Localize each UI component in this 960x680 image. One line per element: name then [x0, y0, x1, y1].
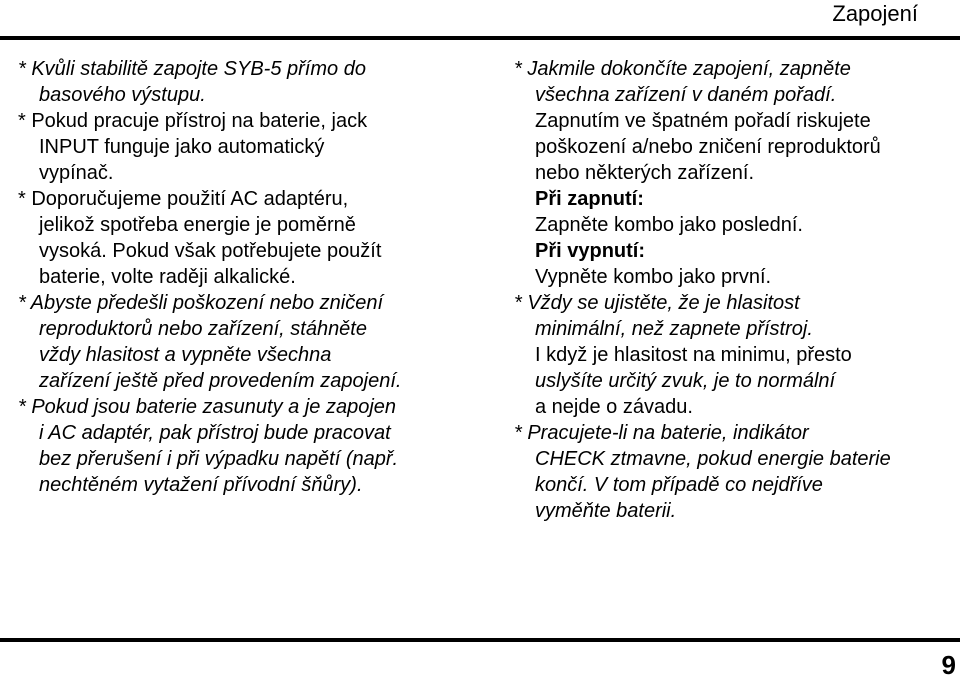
- text-line: zařízení ještě před provedením zapojení.: [39, 370, 402, 392]
- text-line: uslyšíte určitý zvuk, je to normální: [535, 370, 836, 392]
- page-header-title: Zapojení: [832, 1, 918, 26]
- text-line: minimální, než zapnete přístroj.: [535, 318, 813, 340]
- text-line: jelikož spotřeba energie je poměrně: [39, 214, 356, 236]
- text-line: Zapněte kombo jako poslední.: [535, 214, 803, 236]
- header-rule: [0, 36, 960, 40]
- text-line: CHECK ztmavne, pokud energie baterie: [535, 448, 891, 470]
- text-line: bez přerušení i při výpadku napětí (např.: [39, 448, 399, 470]
- text-line: vysoká. Pokud však potřebujete použít: [39, 240, 382, 262]
- text-line: baterie, volte raději alkalické.: [39, 266, 296, 288]
- subheading-power-off: Při vypnutí:: [535, 240, 646, 262]
- text-line: a nejde o závadu.: [535, 396, 693, 418]
- text-line: poškození a/nebo zničení reproduktorů: [535, 136, 881, 158]
- text-line: basového výstupu.: [39, 84, 206, 106]
- text-line: Zapnutím ve špatném pořadí riskujete: [535, 110, 871, 132]
- subheading-power-on: Při zapnutí:: [535, 188, 644, 210]
- text-line: I když je hlasitost na minimu, přesto: [535, 344, 852, 366]
- text-line: končí. V tom případě co nejdříve: [535, 474, 823, 496]
- left-column: [18, 56, 458, 498]
- text-line: * Kvůli stabilitě zapojte SYB-5 přímo do: [18, 58, 366, 80]
- text-line: * Jakmile dokončíte zapojení, zapněte: [514, 58, 851, 80]
- text-line: vždy hlasitost a vypněte všechna: [39, 344, 332, 366]
- text-line: nechtěném vytažení přívodní šňůry).: [39, 474, 363, 496]
- text-line: INPUT funguje jako automatický: [39, 136, 325, 158]
- text-line: vyměňte baterii.: [535, 500, 677, 522]
- text-line: i AC adaptér, pak přístroj bude pracovat: [39, 422, 391, 444]
- text-line: * Pracujete-li na baterie, indikátor: [514, 422, 809, 444]
- right-column: [514, 56, 954, 524]
- page-number: 9: [941, 650, 956, 680]
- text-line: vypínač.: [39, 162, 114, 184]
- text-line: * Doporučujeme použití AC adaptéru,: [18, 188, 349, 210]
- text-line: * Pokud jsou baterie zasunuty a je zapojen: [18, 396, 397, 418]
- text-line: * Abyste předešli poškození nebo zničení: [18, 292, 384, 314]
- text-line: nebo některých zařízení.: [535, 162, 755, 184]
- text-line: Vypněte kombo jako první.: [535, 266, 772, 288]
- text-line: * Pokud pracuje přístroj na baterie, jack: [18, 110, 368, 132]
- text-line: všechna zařízení v daném pořadí.: [535, 84, 837, 106]
- text-line: reproduktorů nebo zařízení, stáhněte: [39, 318, 367, 340]
- text-line: * Vždy se ujistěte, že je hlasitost: [514, 292, 800, 314]
- footer-rule: [0, 638, 960, 642]
